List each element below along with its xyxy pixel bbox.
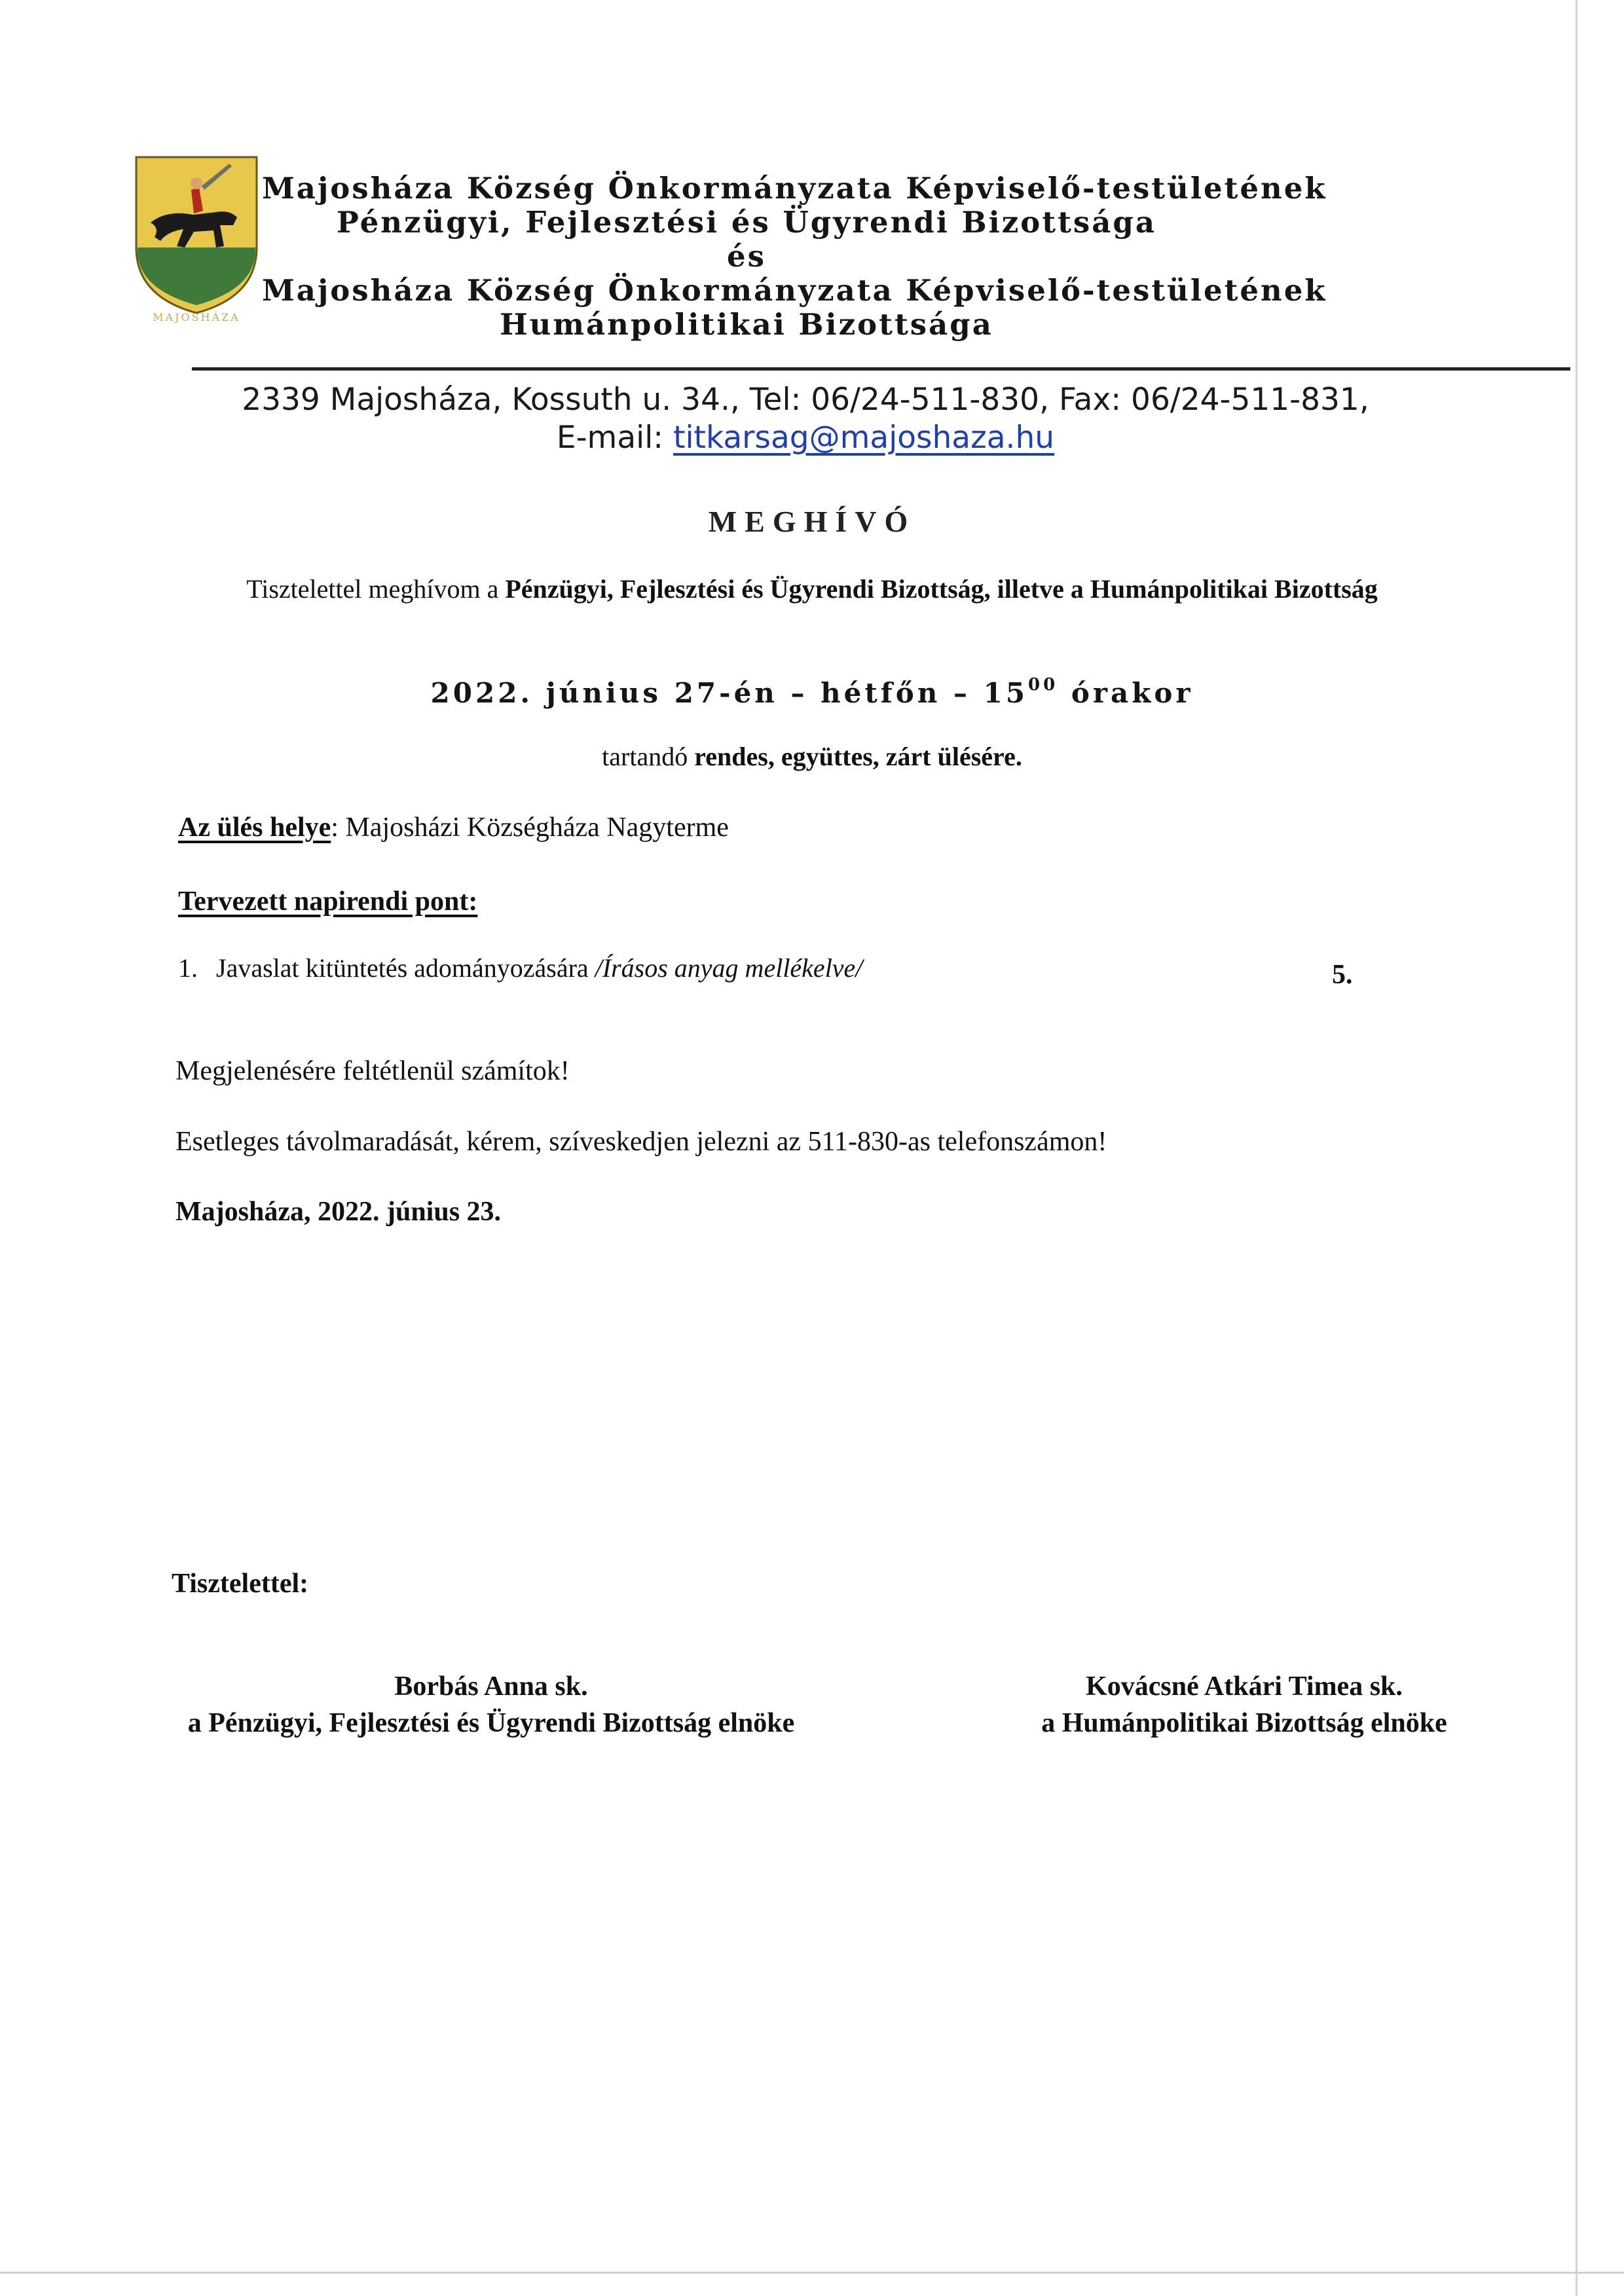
contact-block <box>196 381 1414 457</box>
letterhead-divider <box>192 367 1570 371</box>
signature-right <box>936 1668 1552 1741</box>
letterhead <box>262 171 1327 342</box>
municipal-crest-logo <box>131 149 262 323</box>
signer-right-role: a Humánpolitikai Bizottság elnöke <box>1041 1708 1447 1738</box>
scan-edge-right <box>1576 0 1578 2296</box>
intro-committees: Pénzügyi, Fejlesztési és Ügyrendi Bizottság, illetve a Humánpolitikai Bizottság <box>505 574 1378 604</box>
email-link[interactable]: titkarsag@majoshaza.hu <box>673 420 1055 456</box>
org-conjunction: és <box>727 239 766 274</box>
meeting-date: 2022. június 27-én – hétfőn – 15 <box>430 677 1029 709</box>
venue-label: Az ülés helye <box>178 812 331 843</box>
agenda-item-page: 5. <box>1332 960 1353 990</box>
signer-left-role: a Pénzügyi, Fejlesztési és Ügyrendi Bizottság elnöke <box>187 1708 795 1738</box>
crest-text: MAJOSHÁZA <box>153 311 240 323</box>
agenda-item <box>178 953 862 983</box>
meeting-type-bold: rendes, együttes, zárt ülésére. <box>694 742 1022 771</box>
org-name-line-1: Majosháza Község Önkormányzata Képviselő-testületének <box>262 171 1327 206</box>
regards: Tisztelettel: <box>172 1569 309 1599</box>
meeting-type-plain: tartandó <box>602 742 695 771</box>
meeting-type <box>0 741 1624 772</box>
agenda-title: Tervezett napirendi pont: <box>178 886 478 917</box>
agenda-item-number: 1. <box>178 953 198 983</box>
signer-right-name: Kovácsné Atkári Timea sk. <box>1086 1671 1403 1702</box>
meeting-datetime <box>0 677 1624 709</box>
venue <box>178 812 729 843</box>
meeting-time-suffix: órakor <box>1058 677 1194 709</box>
meeting-minutes: 00 <box>1028 675 1059 695</box>
document-title: MEGHÍVÓ <box>708 505 916 538</box>
signer-left-name: Borbás Anna sk. <box>394 1671 588 1702</box>
closing-line-1: Megjelenésére feltétlenül számítok! <box>175 1056 570 1086</box>
closing-line-2: Esetleges távolmaradását, kérem, szíveskedjen jelezni az 511-830-as telefonszámon! <box>175 1127 1107 1157</box>
address-phone-fax: 2339 Majosháza, Kossuth u. 34., Tel: 06/24-511-830, Fax: 06/24-511-831, <box>242 382 1369 418</box>
org-name-line-4: Humánpolitikai Bizottsága <box>500 307 993 342</box>
email-label: E-mail: <box>556 420 664 456</box>
org-name-line-3: Majosháza Község Önkormányzata Képviselő-testületének <box>262 273 1327 308</box>
org-name-line-2: Pénzügyi, Fejlesztési és Ügyrendi Bizottsága <box>337 205 1156 240</box>
place-date: Majosháza, 2022. június 23. <box>175 1197 502 1227</box>
scan-edge-bottom <box>0 2272 1624 2274</box>
invitation-intro <box>196 571 1428 608</box>
intro-plain: Tisztelettel meghívom a <box>246 574 506 604</box>
agenda-item-note: /Írásos anyag mellékelve/ <box>595 953 863 983</box>
venue-value: : Majosházi Községháza Nagyterme <box>331 812 729 843</box>
agenda-item-text: Javaslat kitüntetés adományozására <box>216 953 595 983</box>
signature-left <box>164 1668 819 1741</box>
